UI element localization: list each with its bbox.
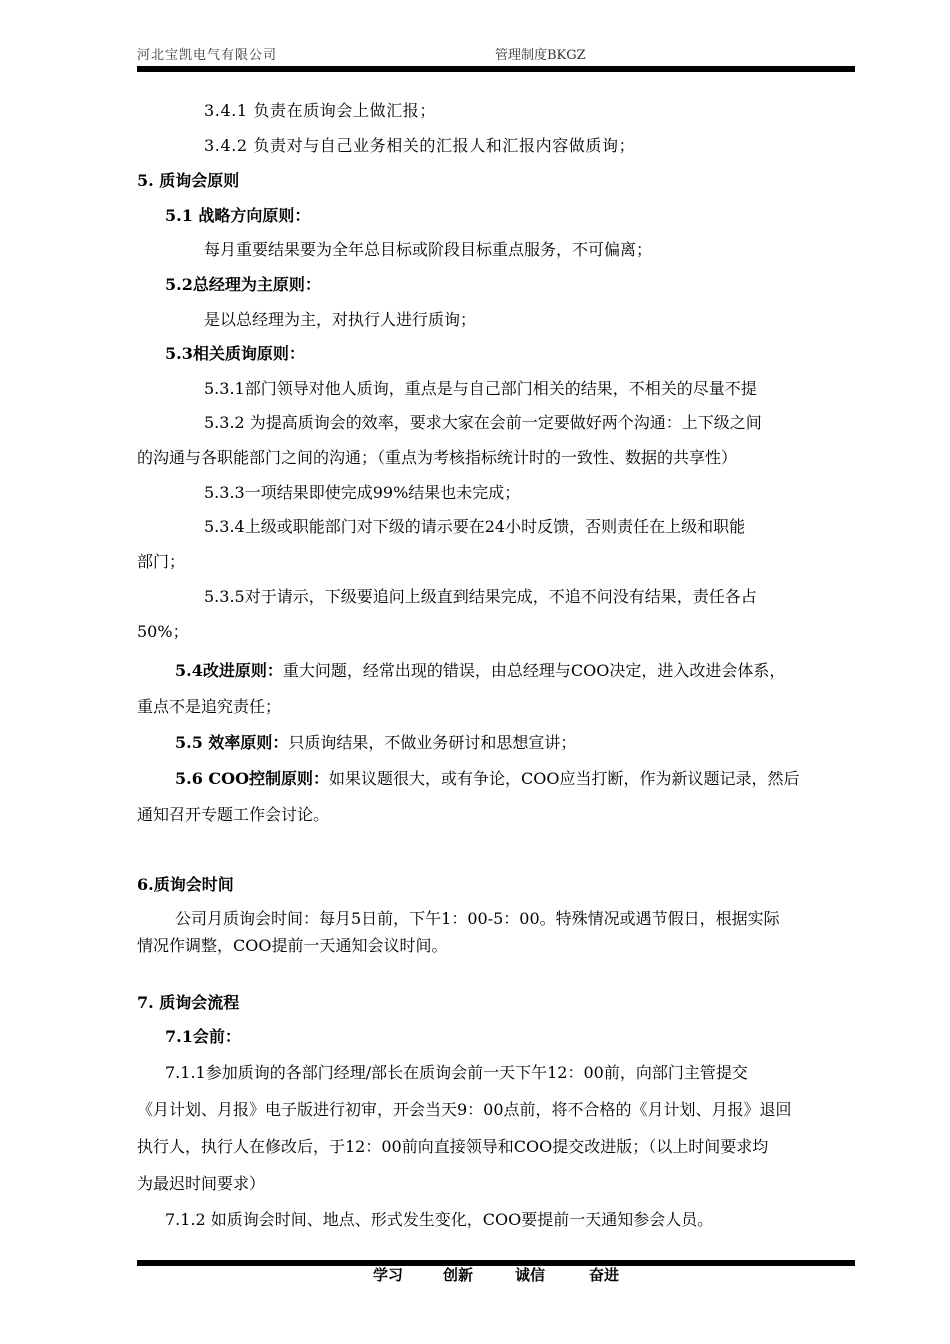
- text-line: [175, 733, 576, 753]
- text-line: [175, 769, 800, 789]
- text-line: 为最迟时间要求）: [137, 1174, 266, 1193]
- footer-motto-word: 创新: [443, 1266, 474, 1284]
- text-line: 重点不是追究责任；: [137, 697, 282, 716]
- text-line: [175, 661, 785, 681]
- text-line: 7.1.1参加质询的各部门经理/部长在质询会前一天下午12：00前，向部门主管提交: [165, 1063, 748, 1082]
- principle-label: 5.5 效率原则：: [175, 733, 289, 752]
- text-line: 50%；: [137, 622, 189, 641]
- section-heading: 5. 质询会原则: [137, 171, 240, 190]
- text-line: 每月重要结果要为全年总目标或阶段目标重点服务，不可偏离；: [204, 240, 653, 259]
- text-line: 5.3.4上级或职能部门对下级的请示要在24小时反馈，否则责任在上级和职能: [204, 517, 746, 536]
- principle-label: 5.4改进原则：: [175, 661, 283, 680]
- text-line: 3.4.2 负责对与自己业务相关的汇报人和汇报内容做质询；: [204, 136, 636, 155]
- company-name: 河北宝凯电气有限公司: [137, 48, 278, 63]
- text-line: 是以总经理为主，对执行人进行质询；: [204, 310, 477, 329]
- principle-text: 如果议题很大，或有争论，COO应当打断，作为新议题记录，然后: [329, 769, 800, 788]
- text-line: 的沟通与各职能部门之间的沟通；（重点为考核指标统计时的一致性、数据的共享性）: [137, 448, 738, 467]
- principle-text: 重大问题，经常出现的错误，由总经理与COO决定，进入改进会体系，: [282, 661, 786, 680]
- subsection-heading: 5.3相关质询原则：: [165, 344, 305, 363]
- section-heading: 6.质询会时间: [137, 875, 234, 894]
- text-line: 5.3.2 为提高质询会的效率，要求大家在会前一定要做好两个沟通：上下级之间: [204, 413, 762, 432]
- footer-motto-word: 诚信: [515, 1266, 546, 1284]
- subsection-heading: 5.2总经理为主原则：: [165, 275, 321, 294]
- subsection-heading: 7.1会前：: [165, 1027, 241, 1046]
- text-line: 公司月质询会时间：每月5日前，下午1：00-5：00。特殊情况或遇节假日，根据实际: [175, 909, 780, 928]
- section-heading: 7. 质询会流程: [137, 993, 240, 1012]
- text-line: 5.3.3一项结果即使完成99%结果也未完成；: [204, 483, 521, 502]
- principle-text: 只质询结果，不做业务研讨和思想宣讲；: [288, 733, 577, 752]
- text-line: 7.1.2 如质询会时间、地点、形式发生变化，COO要提前一天通知参会人员。: [165, 1210, 714, 1229]
- footer-motto-word: 奋进: [589, 1266, 620, 1284]
- page-footer: [137, 1264, 855, 1288]
- footer-motto-word: 学习: [373, 1266, 404, 1284]
- text-line: 5.3.1部门领导对他人质询，重点是与自己部门相关的结果，不相关的尽量不提: [204, 379, 757, 398]
- text-line: 5.3.5对于请示，下级要追问上级直到结果完成，不追不问没有结果，责任各占: [204, 587, 757, 606]
- subsection-heading: 5.1 战略方向原则：: [165, 206, 311, 225]
- principle-label: 5.6 COO控制原则：: [175, 769, 330, 788]
- text-line: 3.4.1 负责在质询会上做汇报；: [204, 101, 436, 120]
- text-line: 通知召开专题工作会讨论。: [137, 805, 330, 824]
- text-line: 情况作调整，COO提前一天通知会议时间。: [137, 936, 448, 955]
- text-line: 《月计划、月报》电子版进行初审，开会当天9：00点前，将不合格的《月计划、月报》退回: [137, 1100, 792, 1119]
- document-code: 管理制度BKGZ: [495, 48, 586, 63]
- text-line: 部门；: [137, 552, 186, 571]
- text-line: 执行人，执行人在修改后，于12：00前向直接领导和COO提交改进版；（以上时间要求均: [137, 1137, 769, 1156]
